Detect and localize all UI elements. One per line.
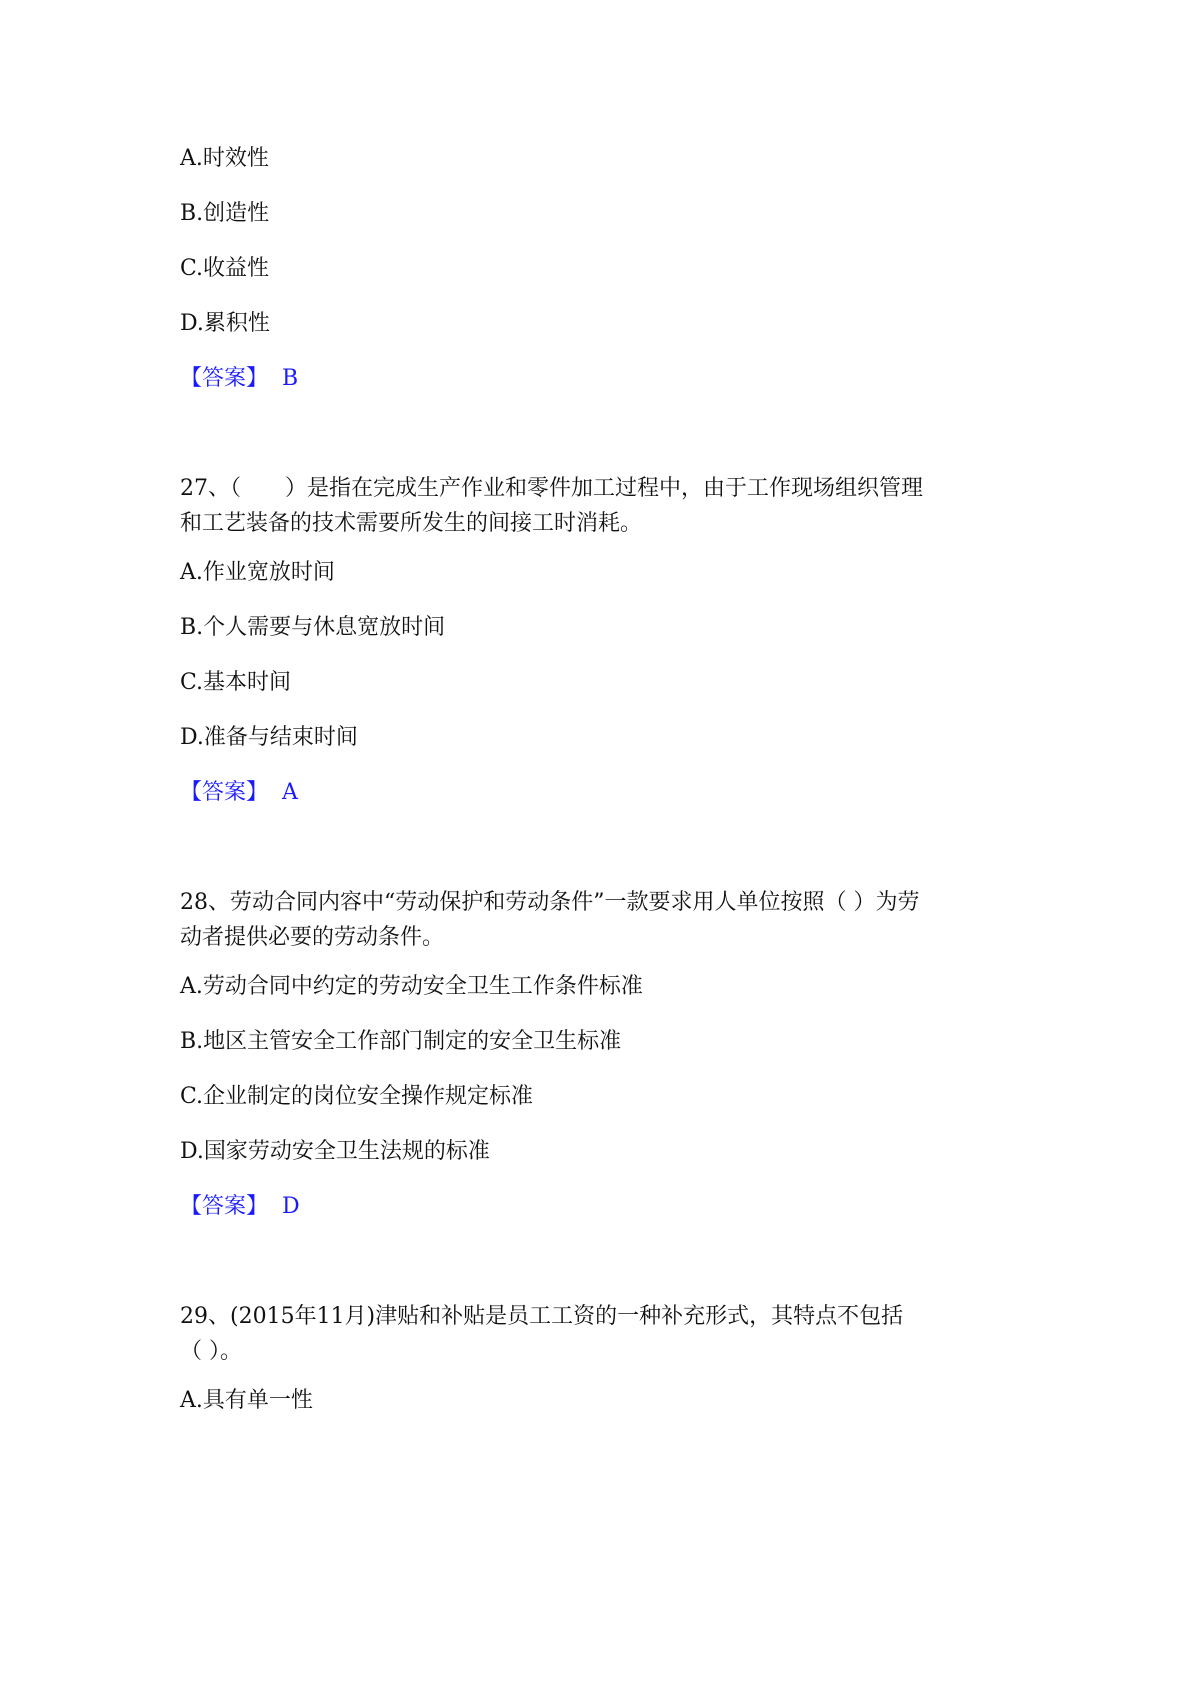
option-c: C.收益性: [180, 256, 270, 281]
question-text-line: （ ）。: [180, 1339, 242, 1364]
question-text-line: 28、劳动合同内容中“劳动保护和劳动条件”一款要求用人单位按照（ ）为劳: [180, 890, 920, 915]
question-text-line: 动者提供必要的劳动条件。: [180, 925, 445, 950]
option-b: B.地区主管安全工作部门制定的安全卫生标准: [180, 1029, 622, 1054]
answer-label: 【答案】: [180, 366, 269, 391]
option-c: C.基本时间: [180, 670, 292, 695]
option-a: A.劳动合同中约定的劳动安全卫生工作条件标准: [180, 974, 643, 999]
answer-label: 【答案】: [180, 1194, 269, 1219]
option-a: A.时效性: [180, 146, 269, 171]
question-text-line: 和工艺装备的技术需要所发生的间接工时消耗。: [180, 511, 643, 536]
answer-line: [180, 1194, 300, 1220]
option-c: C.企业制定的岗位安全操作规定标准: [180, 1084, 534, 1109]
question-text-line: 27、（ ）是指在完成生产作业和零件加工过程中，由于工作现场组织管理: [180, 476, 923, 501]
option-a: A.具有单一性: [180, 1388, 313, 1413]
option-b: B.个人需要与休息宽放时间: [180, 615, 446, 640]
option-d: D.国家劳动安全卫生法规的标准: [180, 1139, 490, 1164]
answer-line: [180, 780, 298, 806]
answer-value: B: [282, 366, 299, 391]
answer-label: 【答案】: [180, 780, 269, 805]
option-d: D.准备与结束时间: [180, 725, 358, 750]
option-d: D.累积性: [180, 311, 270, 336]
option-b: B.创造性: [180, 201, 270, 226]
option-a: A.作业宽放时间: [180, 560, 335, 585]
answer-line: [180, 366, 298, 392]
answer-value: A: [282, 780, 298, 805]
answer-value: D: [282, 1194, 300, 1219]
question-text-line: 29、(2015年11月)津贴和补贴是员工工资的一种补充形式，其特点不包括: [180, 1304, 904, 1329]
